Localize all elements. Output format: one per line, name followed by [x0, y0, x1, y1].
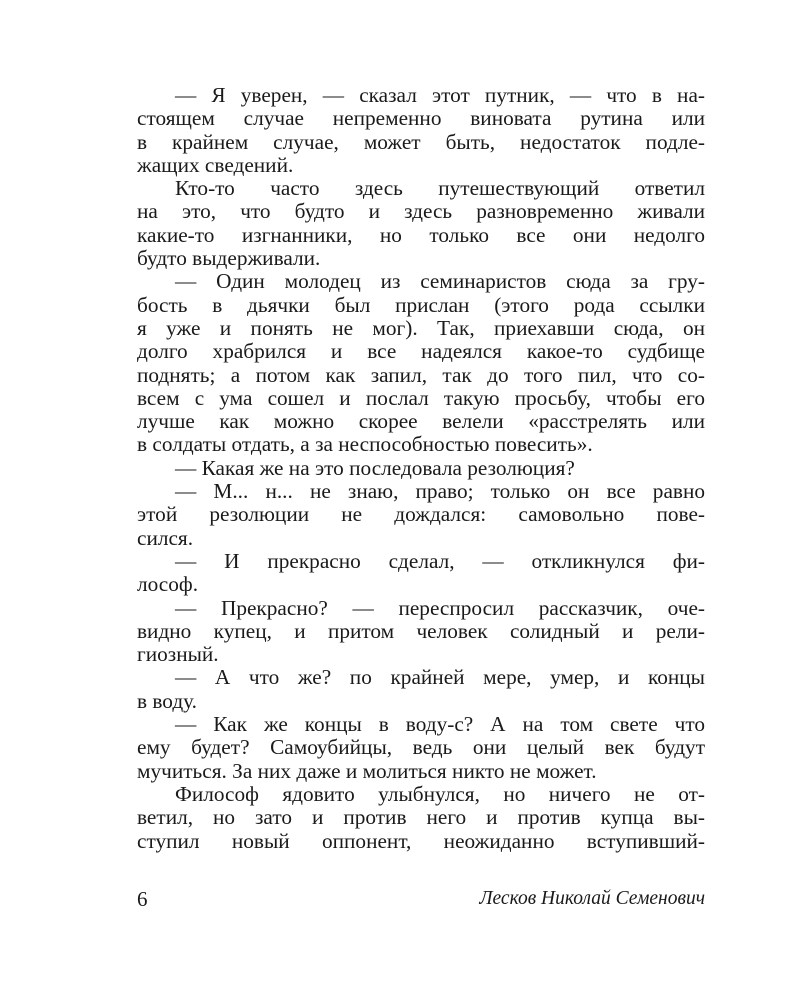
text-line: жащих сведений.: [137, 152, 294, 177]
text-line: лософ.: [137, 572, 199, 597]
text-line: ветил, но зато и против него и против купца вы-: [137, 805, 705, 830]
text-line: долго храбрился и все надеялся какое-то судбище: [137, 339, 705, 364]
text-line: мучиться. За них даже и молиться никто не может.: [137, 758, 597, 783]
text-line: гиозный.: [137, 642, 219, 667]
text-line: видно купец, и притом человек солидный и рели-: [137, 618, 705, 643]
text-line: стоящем случае непременно виновата рутина или: [137, 106, 705, 131]
text-line: — Какая же на это последовала резолюция?: [175, 455, 575, 480]
text-line: в воду.: [137, 688, 198, 713]
text-line: всем с ума сошел и послал такую просьбу, чтобы его: [137, 385, 705, 410]
text-line: в крайнем случае, может быть, недостаток подле-: [137, 129, 705, 154]
text-line: ступил новый оппонент, неожиданно вступивший-: [137, 828, 705, 853]
text-line: Философ ядовито улыбнулся, но ничего не от-: [175, 781, 705, 806]
text-line: ему будет? Самоубийцы, ведь они целый век будут: [137, 735, 705, 760]
text-line: лучше как можно скорее велели «расстрелять или: [137, 409, 705, 434]
text-line: этой резолюции не дождался: самовольно пове-: [137, 502, 705, 527]
text-line: в солдаты отдать, а за неспособностью повесить».: [137, 432, 593, 457]
text-line: на это, что будто и здесь разновременно живали: [137, 199, 705, 224]
text-line: — И прекрасно сделал, — откликнулся фи-: [175, 548, 705, 573]
page-footer: [137, 886, 705, 912]
text-line: какие-то изгнанники, но только все они недолго: [137, 222, 705, 247]
running-head-author: Лесков Николай Семенович: [479, 888, 705, 909]
text-line: будто выдерживали.: [137, 246, 321, 271]
text-line: — А что же? по крайней мере, умер, и концы: [175, 665, 705, 690]
text-line: сился.: [137, 525, 194, 550]
text-line: Кто-то часто здесь путешествующий ответил: [175, 176, 705, 201]
page-text-block: [137, 84, 705, 853]
text-line: бость в дьячки был прислан (этого рода ссылки: [137, 292, 705, 317]
text-line: — М... н... не знаю, право; только он все равно: [175, 479, 705, 504]
text-line: — Как же концы в воду-с? А на том свете что: [175, 712, 705, 737]
page-number: 6: [137, 887, 148, 911]
text-line: — Прекрасно? — переспросил рассказчик, оче-: [175, 595, 705, 620]
text-line: — Один молодец из семинаристов сюда за гру-: [175, 269, 705, 294]
text-line: — Я уверен, — сказал этот путник, — что в на-: [175, 83, 705, 107]
text-line: я уже и понять не мог). Так, приехавши сюда, он: [137, 315, 705, 340]
text-line: поднять; а потом как запил, так до того пил, что со-: [137, 362, 705, 387]
